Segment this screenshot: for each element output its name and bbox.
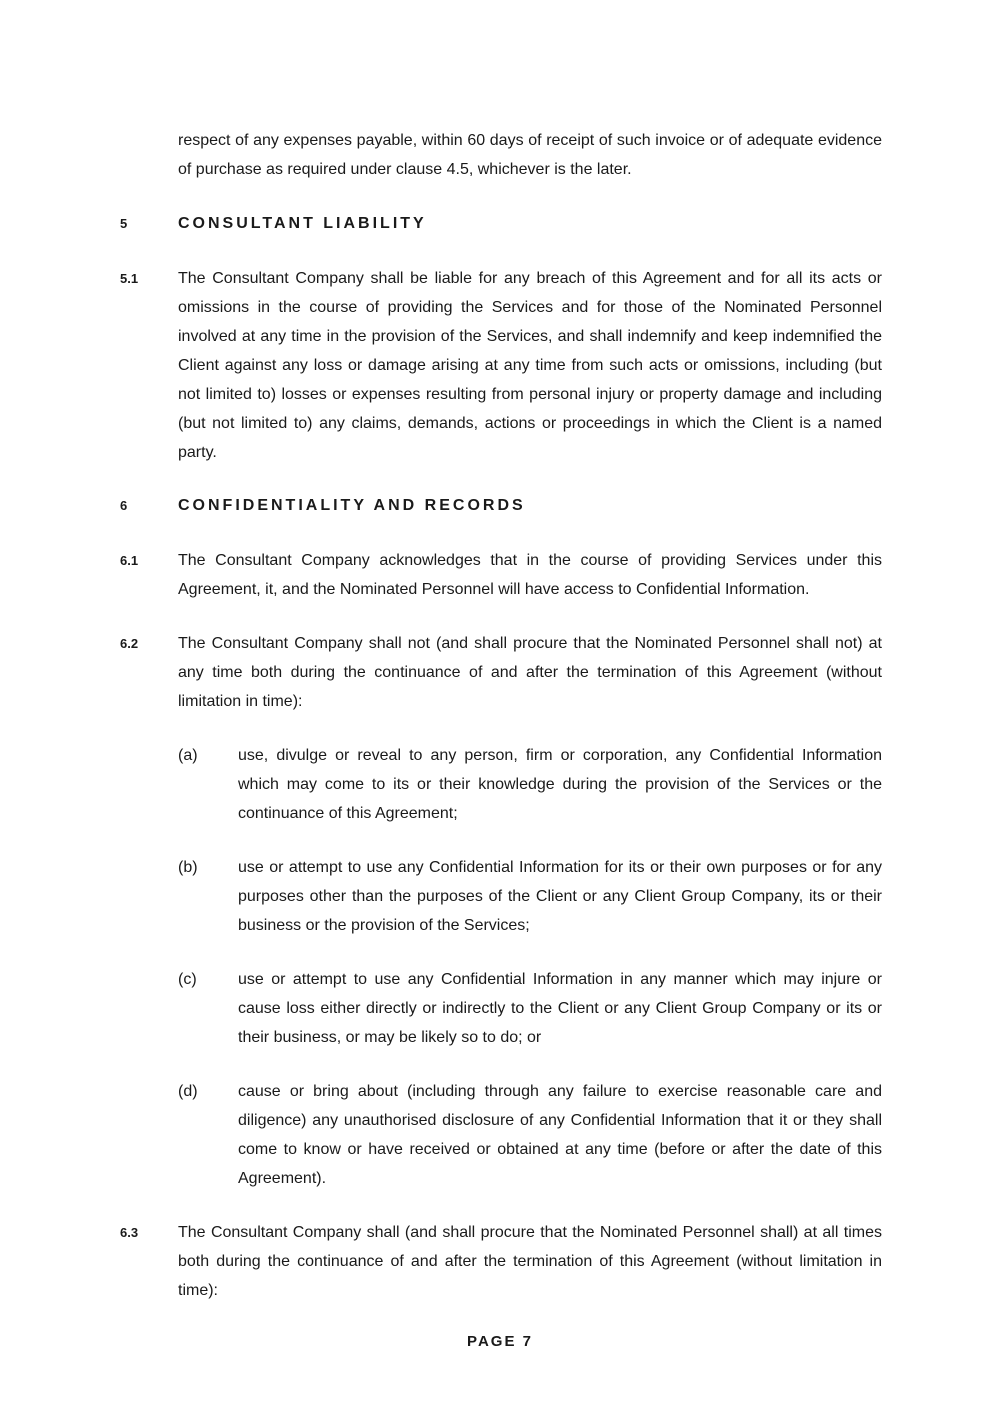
subclause-d-label: (d) <box>178 1083 198 1100</box>
section-6-number: 6 <box>120 498 128 513</box>
subclause-b-text: use or attempt to use any Confidential Information for its or their own purposes or for any purposes other than the purposes of the Client or any Client Group Company, its or their business or the provision of the Services; <box>238 859 882 934</box>
clause-6-3-text: The Consultant Company shall (and shall procure that the Nominated Personnel shall) at all times both during the continuance of and after the termination of this Agreement (without limitation in time): <box>178 1224 882 1299</box>
clause-6-1-text: The Consultant Company acknowledges that in the course of providing Services under this Agreement, it, and the Nominated Personnel will have access to Confidential Information. <box>178 552 882 598</box>
subclause-c-text: use or attempt to use any Confidential Information in any manner which may injure or cause loss either directly or indirectly to the Client or any Client Group Company or its or their business, or may be likely so to do; or <box>238 971 882 1046</box>
clause-6-1-number: 6.1 <box>120 553 139 568</box>
clause-6-2-number: 6.2 <box>120 636 139 651</box>
page-number-footer: PAGE 7 <box>467 1333 533 1350</box>
clause-6-3-number: 6.3 <box>120 1225 139 1240</box>
subclause-a-text: use, divulge or reveal to any person, firm or corporation, any Confidential Information which may come to its or their knowledge during the provision of the Services or the continuance of this Agreement; <box>238 747 882 822</box>
subclause-d-text: cause or bring about (including through any failure to exercise reasonable care and diligence) any unauthorised disclosure of any Confidential Information that it or they shall come to know or have received or obtained at any time (before or after the date of this Agreement). <box>238 1083 882 1187</box>
subclause-a-label: (a) <box>178 747 198 764</box>
clause-5-1-text: The Consultant Company shall be liable for any breach of this Agreement and for all its acts or omissions in the course of providing the Services and for those of the Nominated Personnel involved at any time in the provision of the Services, and shall indemnify and keep indemnified the Client against any loss or damage arising at any time from such acts or omissions, including (but not limited to) losses or expenses resulting from personal injury or property damage and including (but not limited to) any claims, demands, actions or proceedings in which the Client is a named party. <box>178 270 882 461</box>
clause-6-2-text: The Consultant Company shall not (and shall procure that the Nominated Personnel shall not) at any time both during the continuance of and after the termination of this Agreement (without limitation in time): <box>178 635 882 710</box>
continuation-paragraph: respect of any expenses payable, within 60 days of receipt of such invoice or of adequate evidence of purchase as required under clause 4.5, whichever is the later. <box>178 132 882 178</box>
section-5-number: 5 <box>120 216 128 231</box>
clause-5-1-number: 5.1 <box>120 271 139 286</box>
section-6-heading: CONFIDENTIALITY AND RECORDS <box>178 497 526 514</box>
subclause-c-label: (c) <box>178 971 197 988</box>
section-5-heading: CONSULTANT LIABILITY <box>178 215 427 232</box>
subclause-b-label: (b) <box>178 859 198 876</box>
